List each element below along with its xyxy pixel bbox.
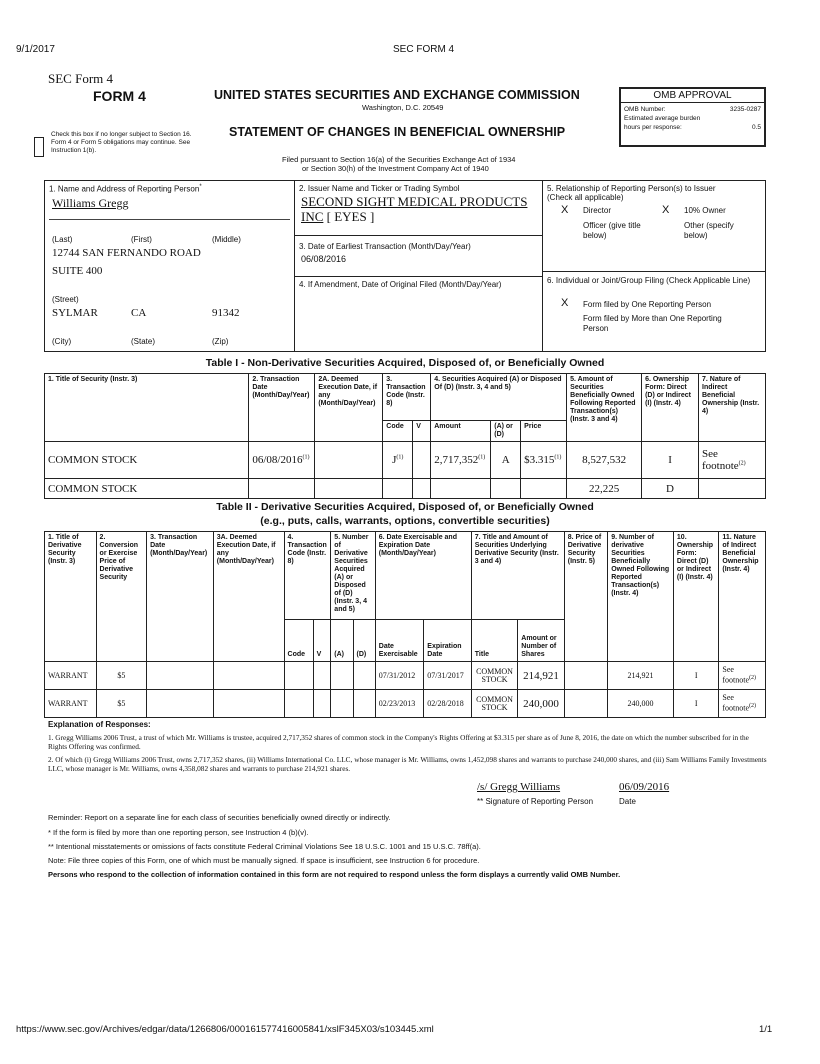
box5-label: 5. Relationship of Reporting Person(s) to Issuer bbox=[547, 184, 716, 193]
table2 bbox=[44, 531, 766, 718]
t2-h-nature: 11. Nature of Indirect Beneficial Ownership (Instr. 4) bbox=[719, 532, 766, 662]
t2-h-number: 5. Number of Derivative Securities Acquired (A) or Disposed of (D) (Instr. 3, 4 and 5) bbox=[331, 532, 375, 620]
footnote-ref[interactable]: (1) bbox=[478, 454, 486, 461]
t1-r0-title: COMMON STOCK bbox=[45, 442, 249, 479]
footnote-1: 1. Gregg Williams 2006 Trust, a trust of which Mr. Williams is trustee, acquired 2,717,352 shares of common stock in the Company's Rights Offering at $3.315 per share as of June 8, 2016, the date on which the number subscribed for in the Rights Offering was confirmed. bbox=[48, 733, 749, 752]
first-label: (First) bbox=[131, 235, 152, 244]
filed-pursuant-line2: or Section 30(h) of the Investment Company Act of 1940 bbox=[302, 164, 489, 173]
t1-h-deemed: 2A. Deemed Execution Date, if any (Month/Day/Year) bbox=[315, 374, 383, 442]
state-value: CA bbox=[131, 307, 147, 319]
t1-h-code-sub: Code bbox=[383, 421, 413, 442]
street-label: (Street) bbox=[52, 295, 79, 304]
t2-r0-exercisable: 07/31/2012 bbox=[375, 662, 424, 690]
footer-note-2: ** Intentional misstatements or omissions of facts constitute Federal Criminal Violations See 18 U.S.C. 1001 and 15 U.S.C. 78ff(a). bbox=[48, 842, 481, 851]
t2-r1-v bbox=[313, 690, 331, 718]
footer-note-3: Note: File three copies of this Form, one of which must be manually signed. If space is insufficient, see Instruction 6 for procedure. bbox=[48, 856, 480, 865]
director-label: Director bbox=[583, 206, 612, 215]
t2-r1-d bbox=[353, 690, 375, 718]
t1-r1-v bbox=[413, 479, 431, 499]
print-url: https://www.sec.gov/Archives/edgar/data/1266806/000161577416005841/xslF345X03/s103445.xml bbox=[16, 1024, 434, 1035]
city-label: (City) bbox=[52, 337, 72, 346]
t2-h-a-sub: (A) bbox=[331, 620, 353, 662]
omb-hours-label: hours per response: bbox=[624, 123, 682, 131]
signature-name: /s/ Gregg Williams bbox=[477, 781, 561, 793]
signature-date: 06/09/2016 bbox=[619, 781, 670, 793]
t1-h-amount-owned: 5. Amount of Securities Beneficially Owned Following Reported Transaction(s) (Instr. 3 and 4) bbox=[567, 374, 642, 442]
address-line2: SUITE 400 bbox=[52, 265, 103, 277]
t2-r0-price: $5 bbox=[96, 662, 147, 690]
box5-sub: (Check all applicable) bbox=[547, 193, 624, 202]
footnote-ref[interactable]: (2) bbox=[749, 674, 757, 681]
t2-r0-expiration: 07/31/2017 bbox=[424, 662, 472, 690]
t2-h-title: 1. Title of Derivative Security (Instr. 3) bbox=[45, 532, 97, 662]
t2-r0-v bbox=[313, 662, 331, 690]
city-value: SYLMAR bbox=[52, 307, 98, 319]
t2-h-code: 4. Transaction Code (Instr. 8) bbox=[284, 532, 331, 620]
t1-r1-deemed bbox=[315, 479, 383, 499]
t2-h-form: 10. Ownership Form: Direct (D) or Indirect (I) (Instr. 4) bbox=[673, 532, 718, 662]
zip-value: 91342 bbox=[212, 307, 240, 319]
ten-percent-owner-check[interactable]: X bbox=[662, 204, 670, 216]
footer-note-4: Persons who respond to the collection of information contained in this form are not required to respond unless the form displays a currently valid OMB Number. bbox=[48, 870, 621, 879]
other-label: Other (specify below) bbox=[684, 221, 734, 240]
table2-title-line1: Table II - Derivative Securities Acquired, Disposed of, or Beneficially Owned bbox=[216, 501, 594, 513]
t2-r1-underlying-amount: 240,000 bbox=[518, 690, 564, 718]
commission-location: Washington, D.C. 20549 bbox=[362, 103, 444, 112]
zip-label: (Zip) bbox=[212, 337, 229, 346]
t2-r0-deriv-price bbox=[564, 662, 607, 690]
t1-r0-price: $3.315 bbox=[524, 454, 555, 467]
table-row bbox=[45, 479, 766, 499]
box6-label: 6. Individual or Joint/Group Filing (Check Applicable Line) bbox=[547, 276, 751, 285]
no-longer-subject-checkbox[interactable] bbox=[34, 137, 44, 157]
commission-title: UNITED STATES SECURITIES AND EXCHANGE COMMISSION bbox=[214, 88, 580, 102]
t1-h-amount-sub: Amount bbox=[431, 421, 491, 442]
t1-r0-aord: A bbox=[491, 442, 521, 479]
table1 bbox=[44, 373, 766, 499]
footnote-ref[interactable]: (2) bbox=[749, 702, 757, 709]
box3-label: 3. Date of Earliest Transaction (Month/Day/Year) bbox=[299, 242, 471, 251]
sec-form-label: SEC Form 4 bbox=[48, 71, 114, 86]
t2-r1-date bbox=[147, 690, 214, 718]
table-row bbox=[45, 442, 766, 479]
t2-r1-price: $5 bbox=[96, 690, 147, 718]
table-row bbox=[45, 690, 766, 718]
t1-r0-nature: See footnote bbox=[702, 448, 739, 473]
date-label: Date bbox=[619, 797, 636, 806]
t2-h-underlying-amount: Amount or Number of Shares bbox=[518, 620, 564, 662]
t1-h-date: 2. Transaction Date (Month/Day/Year) bbox=[249, 374, 315, 442]
statement-title: STATEMENT OF CHANGES IN BENEFICIAL OWNERSHIP bbox=[229, 125, 566, 139]
footnote-ref[interactable]: (1) bbox=[302, 454, 310, 461]
footnote-ref[interactable]: (2) bbox=[738, 460, 746, 467]
omb-approval-box bbox=[619, 87, 766, 147]
t2-h-d-sub: (D) bbox=[353, 620, 375, 662]
state-label: (State) bbox=[131, 337, 156, 346]
box4-label: 4. If Amendment, Date of Original Filed (Month/Day/Year) bbox=[299, 280, 502, 289]
t2-r1-deriv-price bbox=[564, 690, 607, 718]
box4-amendment bbox=[294, 276, 543, 352]
middle-label: (Middle) bbox=[212, 235, 241, 244]
t2-h-code-sub: Code bbox=[284, 620, 313, 662]
box5-relationship bbox=[542, 180, 766, 272]
t1-r1-amount bbox=[431, 479, 491, 499]
one-reporting-person-label: Form filed by One Reporting Person bbox=[583, 300, 712, 309]
t1-r0-deemed bbox=[315, 442, 383, 479]
issuer-name: SECOND SIGHT MEDICAL PRODUCTS bbox=[301, 194, 528, 209]
t2-r0-nature: See footnote bbox=[722, 664, 750, 685]
print-page-title: SEC FORM 4 bbox=[393, 44, 455, 55]
more-reporting-person-label: Form filed by More than One Reporting Person bbox=[583, 314, 722, 333]
t2-r1-owned: 240,000 bbox=[608, 690, 674, 718]
box3-earliest-date bbox=[294, 235, 543, 277]
print-date: 9/1/2017 bbox=[16, 44, 55, 55]
t1-r1-title: COMMON STOCK bbox=[45, 479, 249, 499]
t2-r1-a bbox=[331, 690, 353, 718]
t2-r0-a bbox=[331, 662, 353, 690]
box2-label: 2. Issuer Name and Ticker or Trading Symbol bbox=[299, 184, 460, 193]
t1-h-v-sub: V bbox=[413, 421, 431, 442]
reporting-person-name: Williams Gregg bbox=[52, 196, 129, 210]
t1-r0-code: J bbox=[392, 454, 397, 467]
t2-r0-code bbox=[284, 662, 313, 690]
t1-r1-date bbox=[249, 479, 315, 499]
omb-burden-label: Estimated average burden bbox=[624, 114, 701, 122]
t2-r0-title: WARRANT bbox=[45, 662, 97, 690]
earliest-transaction-date: 06/08/2016 bbox=[301, 254, 347, 264]
t2-h-deemed: 3A. Deemed Execution Date, if any (Month/Day/Year) bbox=[213, 532, 284, 662]
t1-r0-date: 06/08/2016 bbox=[252, 454, 303, 467]
omb-title: OMB APPROVAL bbox=[621, 89, 764, 103]
omb-number-label: OMB Number: bbox=[624, 106, 666, 113]
issuer-name-2: INC bbox=[301, 209, 324, 224]
name-rule bbox=[49, 219, 290, 220]
issuer-ticker: [ EYES ] bbox=[326, 209, 375, 224]
t1-h-code: 3. Transaction Code (Instr. 8) bbox=[383, 374, 431, 421]
box1-label: 1. Name and Address of Reporting Person bbox=[49, 184, 200, 194]
t1-r1-aord bbox=[491, 479, 521, 499]
t1-h-ownership-form: 6. Ownership Form: Direct (D) or Indirect (I) (Instr. 4) bbox=[642, 374, 699, 442]
t2-h-underlying: 7. Title and Amount of Securities Underlying Derivative Security (Instr. 3 and 4) bbox=[471, 532, 564, 620]
t1-h-securities: 4. Securities Acquired (A) or Disposed Of (D) (Instr. 3, 4 and 5) bbox=[431, 374, 567, 421]
t2-r1-nature: See footnote bbox=[722, 692, 750, 713]
omb-burden-value: 0.5 bbox=[751, 123, 761, 131]
t1-r0-v bbox=[413, 442, 431, 479]
director-check[interactable]: X bbox=[561, 204, 569, 216]
t1-r1-owned: 22,225 bbox=[567, 479, 642, 499]
t2-r1-exercisable: 02/23/2013 bbox=[375, 690, 424, 718]
t1-r1-price bbox=[521, 479, 567, 499]
one-reporting-person-check[interactable]: X bbox=[561, 297, 569, 309]
t2-r1-underlying-title: COMMON STOCK bbox=[471, 690, 517, 718]
box1-reporting-person bbox=[44, 180, 295, 352]
t1-h-nature: 7. Nature of Indirect Beneficial Ownership (Instr. 4) bbox=[699, 374, 766, 442]
checkbox-text: Check this box if no longer subject to Section 16. Form 4 or Form 5 obligations may continue. See Instruction 1(b). bbox=[51, 131, 192, 154]
t2-h-v-sub: V bbox=[313, 620, 331, 662]
footnote-2: 2. Of which (i) Gregg Williams 2006 Trust, owns 2,717,352 shares, (ii) Williams International Co. LLC, whose manager is Mr. Williams, owns 1,452,098 shares and warrants to purchase 240,000 shares, and (iii) Sam Williams Family Investments LLC, whose manager is Mr. Williams, owns 4,358,082 shares and warrants to purchase 214,921 shares. bbox=[48, 755, 767, 774]
t2-r1-expiration: 02/28/2018 bbox=[424, 690, 472, 718]
t2-h-conversion: 2. Conversion or Exercise Price of Derivative Security bbox=[96, 532, 147, 662]
t1-h-price-sub: Price bbox=[521, 421, 567, 442]
last-label: (Last) bbox=[52, 235, 73, 244]
t2-r0-owned: 214,921 bbox=[608, 662, 674, 690]
footnote-ref[interactable]: (1) bbox=[554, 454, 562, 461]
t2-h-exercisable: 6. Date Exercisable and Expiration Date (Month/Day/Year) bbox=[375, 532, 471, 620]
t2-r0-form: I bbox=[673, 662, 718, 690]
explanation-title: Explanation of Responses: bbox=[48, 720, 151, 729]
box2-issuer bbox=[294, 180, 543, 236]
filed-pursuant-line1: Filed pursuant to Section 16(a) of the Securities Exchange Act of 1934 bbox=[282, 155, 516, 164]
t2-h-date-exercisable: Date Exercisable bbox=[375, 620, 424, 662]
t1-h-aord-sub: (A) or (D) bbox=[491, 421, 521, 442]
t2-h-price: 8. Price of Derivative Security (Instr. 5) bbox=[564, 532, 607, 662]
t1-r0-amount: 2,717,352 bbox=[434, 454, 479, 467]
t1-r1-code bbox=[383, 479, 413, 499]
t1-h-title: 1. Title of Security (Instr. 3) bbox=[45, 374, 249, 442]
address-line1: 12744 SAN FERNANDO ROAD bbox=[52, 247, 201, 259]
t2-r0-underlying-title: COMMON STOCK bbox=[471, 662, 517, 690]
reminder-note: Reminder: Report on a separate line for each class of securities beneficially owned directly or indirectly. bbox=[48, 813, 391, 822]
t1-r0-form: I bbox=[642, 442, 699, 479]
t1-r0-owned: 8,527,532 bbox=[567, 442, 642, 479]
t2-r0-underlying-amount: 214,921 bbox=[518, 662, 564, 690]
table-row bbox=[45, 662, 766, 690]
t2-r0-date bbox=[147, 662, 214, 690]
omb-number: 3235-0287 bbox=[729, 106, 761, 113]
t2-h-expiration: Expiration Date bbox=[424, 620, 472, 662]
box6-filing-type bbox=[542, 271, 766, 352]
table2-title-line2: (e.g., puts, calls, warrants, options, convertible securities) bbox=[260, 514, 550, 527]
t2-h-underlying-title: Title bbox=[471, 620, 517, 662]
footnote-ref[interactable]: (1) bbox=[396, 454, 404, 461]
box1-star: * bbox=[199, 184, 202, 190]
ten-percent-owner-label: 10% Owner bbox=[684, 206, 726, 215]
print-page-number: 1/1 bbox=[759, 1024, 773, 1035]
t2-r1-code bbox=[284, 690, 313, 718]
t2-h-owned: 9. Number of derivative Securities Beneficially Owned Following Reported Transaction(s) (Instr. 4) bbox=[608, 532, 674, 662]
t2-r1-title: WARRANT bbox=[45, 690, 97, 718]
t2-r1-deemed bbox=[213, 690, 284, 718]
t2-r1-form: I bbox=[673, 690, 718, 718]
officer-label: Officer (give title below) bbox=[583, 221, 641, 240]
form-label: FORM 4 bbox=[93, 88, 146, 104]
t1-r1-nature bbox=[699, 479, 766, 499]
footer-note-1: * If the form is filed by more than one reporting person, see Instruction 4 (b)(v). bbox=[48, 828, 309, 837]
signature-label: ** Signature of Reporting Person bbox=[477, 797, 594, 806]
table2-title bbox=[44, 501, 766, 528]
t2-r0-d bbox=[353, 662, 375, 690]
t2-r0-deemed bbox=[213, 662, 284, 690]
t1-r1-form: D bbox=[642, 479, 699, 499]
t2-h-date: 3. Transaction Date (Month/Day/Year) bbox=[147, 532, 214, 662]
table1-title: Table I - Non-Derivative Securities Acquired, Disposed of, or Beneficially Owned bbox=[205, 357, 605, 369]
